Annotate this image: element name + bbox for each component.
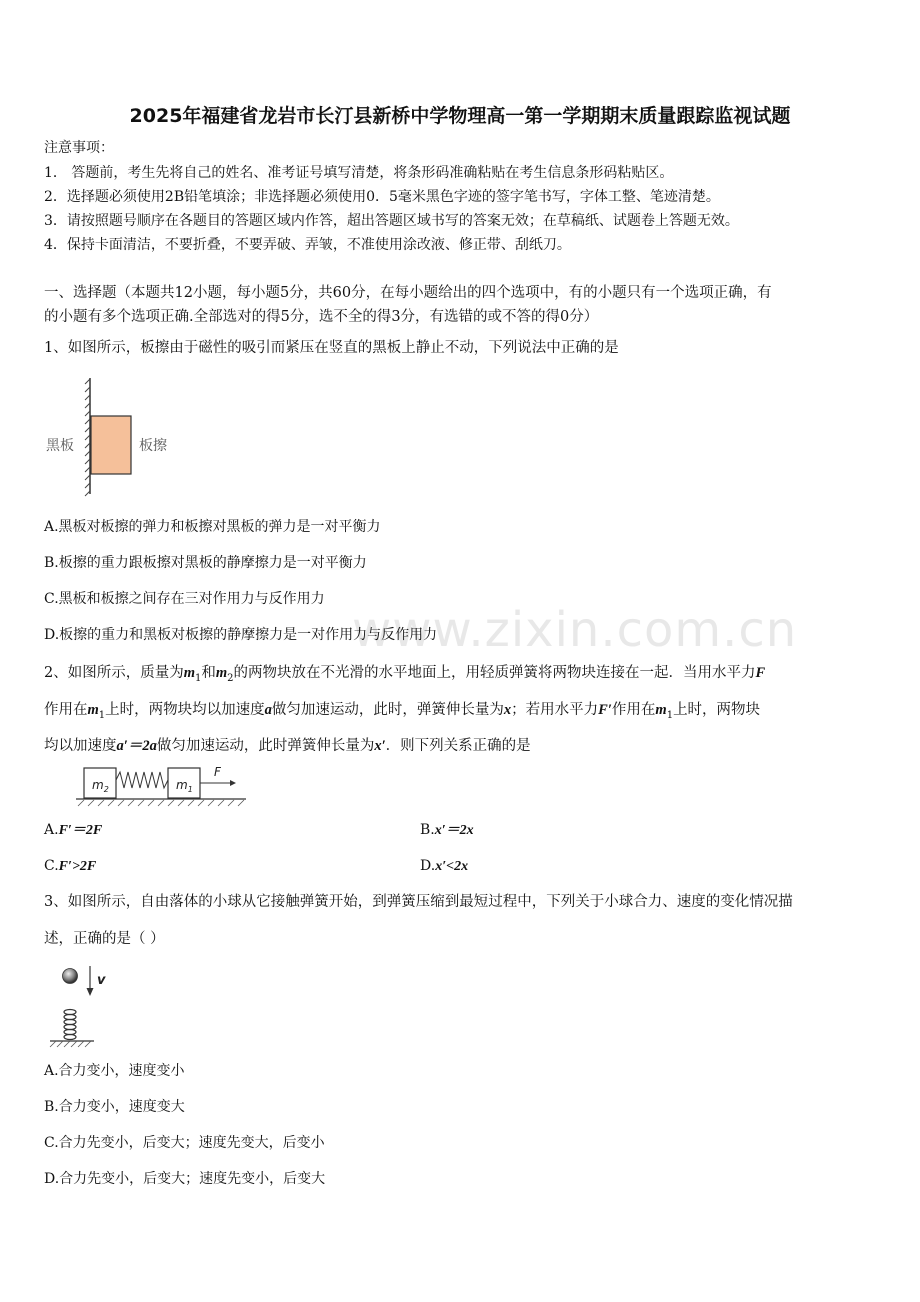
velocity-arrow-head xyxy=(87,988,94,996)
q3-stem-line1: 3、如图所示，自由落体的小球从它接触弹簧开始，到弹簧压缩到最短过程中，下列关于小球合力、速度的变化情况描 xyxy=(44,894,793,910)
q1-stem: 1、如图所示，板擦由于磁性的吸引而紧压在竖直的黑板上静止不动，下列说法中正确的是 xyxy=(44,340,619,356)
q1-option-b: B.板擦的重力跟板擦对黑板的静摩擦力是一对平衡力 xyxy=(44,555,367,571)
notice-item: 3．请按照题号顺序在各题目的答题区域内作答，超出答题区域书写的答案无效；在草稿纸、试题卷上答题无效。 xyxy=(44,213,739,229)
q1-option-d: D.板擦的重力和黑板对板擦的静摩擦力是一对作用力与反作用力 xyxy=(44,627,438,643)
q3-option-c: C.合力先变小，后变大；速度先变大，后变小 xyxy=(44,1135,325,1151)
q2-option-b: B.x′＝2x xyxy=(420,822,474,838)
q2-figure xyxy=(74,762,250,810)
notice-item: 2．选择题必须使用2B铅笔填涂；非选择题必须使用0．5毫米黑色字迹的签字笔书写，字体工整、笔迹清楚。 xyxy=(44,189,720,205)
q3-figure xyxy=(44,960,124,1050)
watermark: www.zixin.com.cn xyxy=(352,602,798,658)
velocity-label: v xyxy=(97,973,106,988)
section-heading-line1: 一、选择题（本题共12小题，每小题5分，共60分，在每小题给出的四个选项中，有的小题只有一个选项正确，有 xyxy=(44,285,772,301)
q3-option-a: A.合力变小，速度变小 xyxy=(44,1063,185,1079)
q2-option-d: D.x′<2x xyxy=(420,858,469,874)
q2-stem-line3: 均以加速度a′＝2a做匀加速运动，此时弹簧伸长量为x′．则下列关系正确的是 xyxy=(44,738,531,754)
spring-coil xyxy=(64,1010,76,1040)
block-m2-label: $m_2$ xyxy=(92,778,109,794)
blackboard-label: 黑板 xyxy=(46,438,74,454)
q3-option-d: D.合力先变小，后变大；速度先变小，后变大 xyxy=(44,1171,326,1187)
ground-hatch xyxy=(50,1041,91,1047)
ground-hatch xyxy=(78,800,244,806)
force-label: F xyxy=(214,765,221,779)
q1-option-c: C.黑板和板擦之间存在三对作用力与反作用力 xyxy=(44,591,325,607)
q3-stem-line2: 述，正确的是（ ） xyxy=(44,931,165,947)
notice-item: 1． 答题前，考生先将自己的姓名、准考证号填写清楚，将条形码准确粘贴在考生信息条形码粘贴区。 xyxy=(44,165,674,181)
q2-stem-line2: 作用在$m_1$上时，两物块均以加速度a做匀加速运动，此时，弹簧伸长量为x；若用水平力F′作用在$m_1$上时，两物块 xyxy=(44,702,761,721)
notice-item: 4．保持卡面清洁，不要折叠，不要弄破、弄皱，不准使用涂改液、修正带、刮纸刀。 xyxy=(44,237,571,253)
spring xyxy=(116,772,168,788)
page-title: 2025年福建省龙岩市长汀县新桥中学物理高一第一学期期末质量跟踪监视试题 xyxy=(129,105,791,127)
q1-option-a: A.黑板对板擦的弹力和板擦对黑板的弹力是一对平衡力 xyxy=(44,519,381,535)
block-m1-label: $m_1$ xyxy=(176,778,193,794)
q1-figure xyxy=(44,376,184,498)
q2-option-c: C.F′>2F xyxy=(44,858,97,874)
eraser-label: 板擦 xyxy=(139,438,167,454)
q2-option-a: A.F′＝2F xyxy=(44,822,103,838)
section-heading-line2: 的小题有多个选项正确.全部选对的得5分，选不全的得3分，有选错的或不答的得0分） xyxy=(44,309,599,325)
ball xyxy=(63,969,78,984)
notice-heading: 注意事项： xyxy=(44,140,114,156)
q3-option-b: B.合力变小，速度变大 xyxy=(44,1099,185,1115)
q2-stem-line1: 2、如图所示，质量为$m_1$和$m_2$的两物块放在不光滑的水平地面上，用轻质弹簧将两物块连接在一起．当用水平力F xyxy=(44,665,766,684)
eraser-block xyxy=(91,416,131,474)
force-arrow-head xyxy=(230,780,236,786)
